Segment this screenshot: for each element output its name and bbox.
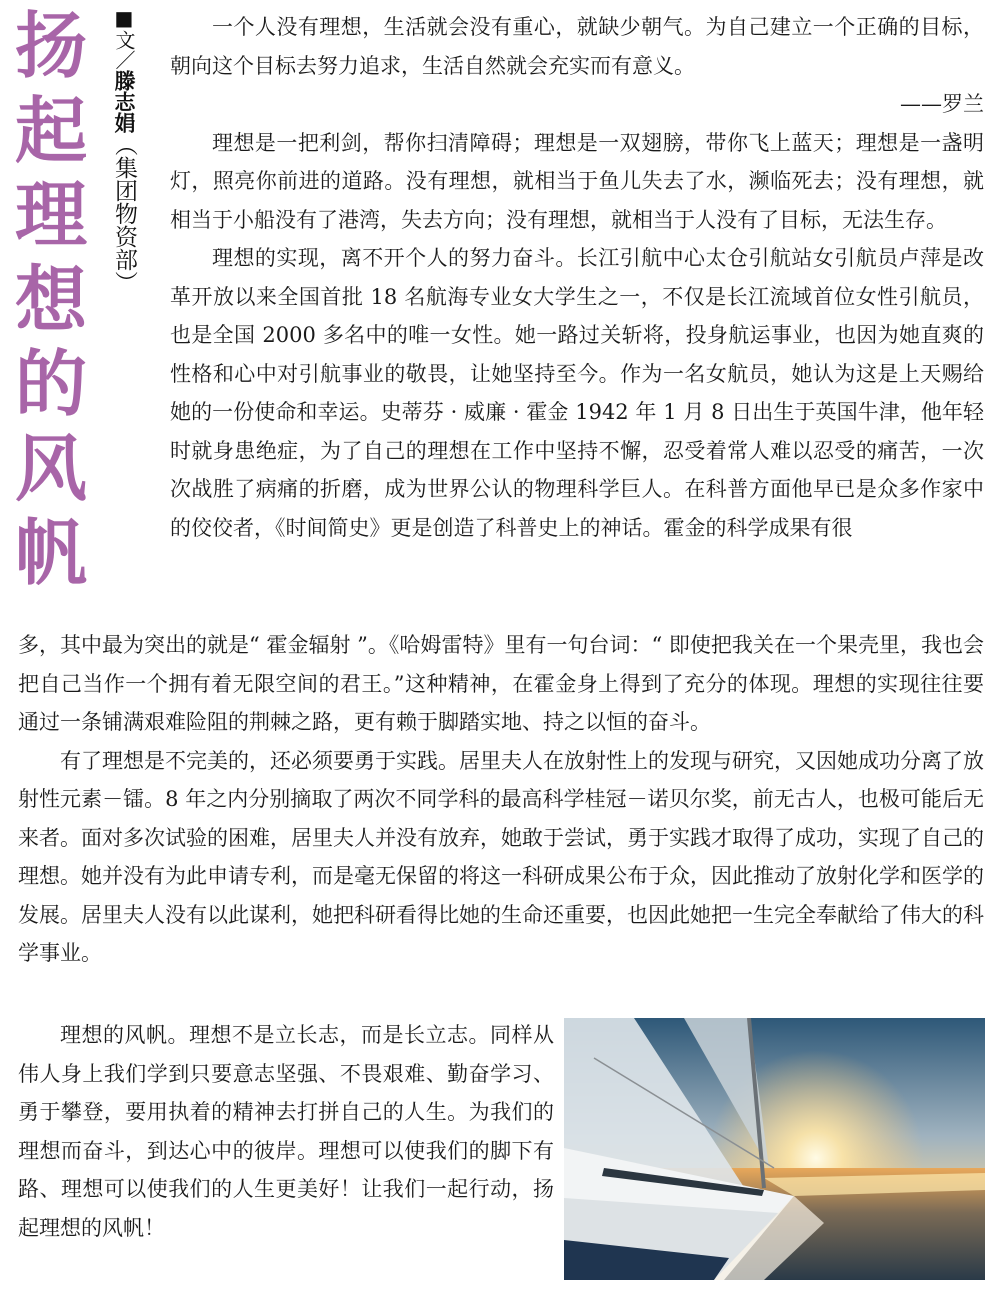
article-body-closing [18, 1016, 554, 1247]
author-name: 滕志娟 [112, 70, 137, 133]
title-char: 起 [14, 87, 87, 173]
title-char: 想 [14, 256, 87, 342]
paragraph-ideal-metaphor: 理想是一把利剑，帮你扫清障碍；理想是一双翅膀，带你飞上蓝天；理想是一盏明灯，照亮你前进的道路。没有理想，就相当于鱼儿失去了水，濒临死去；没有理想，就相当于小船没有了港湾，失去方向；没有理想，就相当于人没有了目标，无法生存。 [170, 130, 984, 232]
sailboat-illustration [564, 1018, 985, 1280]
author-department: （集团物资部） [111, 133, 137, 294]
paragraph-striving-continued: 多，其中最为突出的就是“ 霍金辐射 ”。《哈姆雷特》里有一句台词：“ 即使把我关在一个果壳里，我也会把自己当作一个拥有着无限空间的君王。”这种精神，在霍金身上得到了充分的体现。理想的实现往往要通过一条铺满艰难险阻的荆棘之路，更有赖于脚踏实地、持之以恒的奋斗。 [18, 633, 984, 734]
paragraph-practice: 有了理想是不完美的，还必须要勇于实践。居里夫人在放射性上的发现与研究，又因她成功分离了放射性元素－镭。8 年之内分别摘取了两次不同学科的最高科学桂冠－诺贝尔奖，前无古人，也极可能后无来者。面对多次试验的困难，居里夫人并没有放弃，她敢于尝试，勇于实践才取得了成功，实现了自己的理想。她并没有为此申请专利，而是毫无保留的将这一科研成果公布于众，因此推动了放射化学和医学的发展。居里夫人没有以此谋利，她把科研看得比她的生命还重要，也因此她把一生完全奉献给了伟大的科学事业。 [18, 748, 984, 965]
byline-mark: ■文／ [112, 6, 136, 70]
article-body-middle [18, 626, 984, 973]
paragraph-sail-of-ideals: 理想的风帆。理想不是立长志，而是长立志。同样从伟人身上我们学到只要意志坚强、不畏艰难、勤奋学习、勇于攀登，要用执着的精神去打拼自己的人生。为我们的理想而奋斗，到达心中的彼岸。理想可以使我们的脚下有路、理想可以使我们的人生更美好！让我们一起行动，扬起理想的风帆！ [18, 1023, 554, 1240]
title-char: 理 [14, 172, 87, 257]
paragraph-striving: 理想的实现，离不开个人的努力奋斗。长江引航中心太仓引航站女引航员卢萍是改革开放以来全国首批 18 名航海专业女大学生之一，不仅是长江流域首位女性引航员，也是全国 2000 多名中的唯一女性。她一路过关斩将，投身航运事业，也因为她直爽的性格和心中对引航事业的敬畏，让她坚持至今。作为一名女航员，她认为这是上天赐给她的一份使命和幸运。史蒂芬 · 威廉 · 霍金 1942 年 1 月 8 日出生于英国牛津，他年轻时就身患绝症，为了自己的理想在工作中坚持不懈，忍受着常人难以忍受的痛苦，一次次战胜了病痛的折磨，成为世界公认的物理科学巨人。在科普方面他早已是众多作家中的佼佼者，《时间简史》更是创造了科普史上的神话。霍金的科学成果有很 [170, 246, 984, 540]
title-char: 扬 [14, 3, 87, 88]
byline [106, 6, 142, 294]
epigraph-quote: 一个人没有理想，生活就会没有重心，就缺少朝气。为自己建立一个正确的目标，朝向这个目标去努力追求，生活自然就会充实而有意义。 [170, 15, 984, 78]
article-title [8, 4, 94, 596]
title-char: 帆 [14, 510, 87, 595]
title-char: 的 [14, 341, 87, 426]
epigraph-attribution: ——罗兰 [900, 92, 984, 116]
title-char: 风 [14, 425, 87, 511]
article-body-top [170, 8, 984, 547]
sailboat-at-sunset-photo [564, 1018, 985, 1280]
